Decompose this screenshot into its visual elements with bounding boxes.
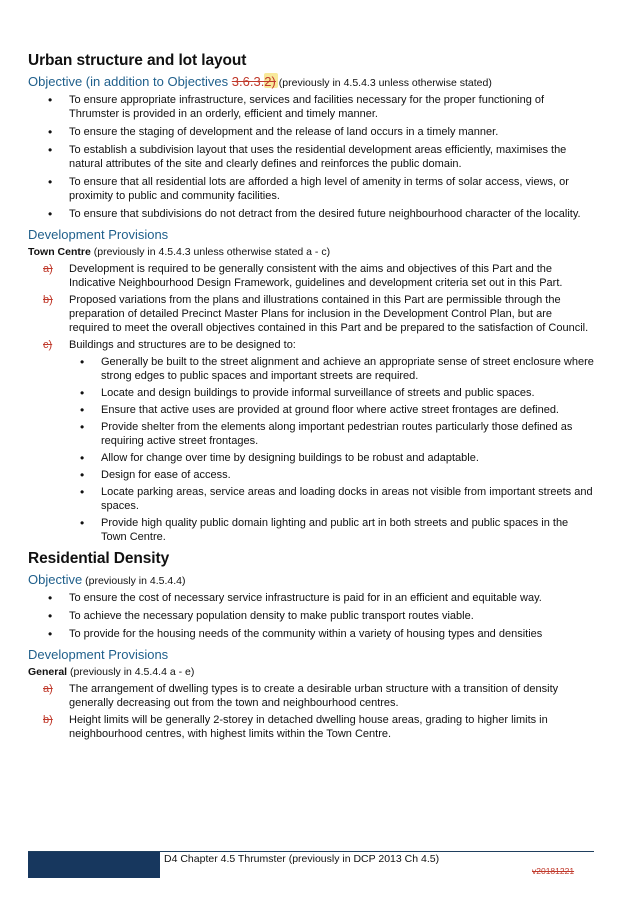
building-design-list [28, 355, 594, 544]
list-item: • Provide high quality public domain lighting and public art in both streets and public spaces in the Town Centre. [28, 516, 594, 544]
list-item: • Locate parking areas, service areas and loading docks in areas not visible from important streets and spaces. [28, 485, 594, 513]
provision-item [28, 682, 594, 710]
item-marker: a) [43, 683, 53, 695]
item-marker: b) [43, 294, 53, 306]
list-item: • To establish a subdivision layout that uses the residential development areas efficiently, maximises the natural attributes of the site and clearly defines and reinforces the public domain. [28, 143, 594, 171]
dev-provisions-heading-urban: Development Provisions [28, 227, 169, 242]
item-text: Proposed variations from the plans and illustrations contained in this Part are permissible through the preparation of detailed Precinct Master Plans for inclusion in the Development Control Plan, but are required to meet the overall objectives contained in this Part and be prepared to the satisfaction of Council. [69, 294, 589, 334]
footer-version: v20181221 [532, 866, 575, 876]
objective-prefix: Objective (in addition to Objectives [28, 74, 232, 89]
subheading-bold: General [28, 666, 68, 678]
objective-struck-ref: 3.6.3.2) [231, 74, 276, 89]
list-item: • To ensure that all residential lots are afforded a high level of amenity in terms of solar access, views, or proximity to public and community facilities. [28, 175, 594, 203]
list-item: • To achieve the necessary population density to make public transport routes viable. [28, 609, 594, 623]
item-text: Height limits will be generally 2-storey in detached dwelling house areas, grading to higher limits in neighbourhood centres, with highest limits within the Town Centre. [69, 714, 548, 740]
list-item: • Generally be built to the street alignment and achieve an appropriate sense of street enclosure where strong edges to public spaces and important streets are required. [28, 355, 594, 383]
subheading-rest: (previously in 4.5.4.4 a - e) [67, 666, 195, 678]
list-item: • Allow for change over time by designing buildings to be robust and adaptable. [28, 451, 594, 465]
density-objective-list [28, 591, 594, 641]
item-text: Development is required to be generally consistent with the aims and objectives of this Part and the Indicative Neighbourhood Design Framework, guidelines and development criteria set out in this Part. [69, 263, 563, 289]
list-item: • To ensure that subdivisions do not detract from the desired future neighbourhood character of the locality. [28, 207, 594, 221]
objective-heading-density [28, 572, 594, 587]
provision-item [28, 713, 594, 741]
item-marker: a) [43, 263, 53, 275]
item-marker: b) [43, 714, 53, 726]
section-title-urban-structure: Urban structure and lot layout [28, 52, 247, 69]
town-centre-subheading [28, 246, 594, 258]
footer-doc-title: D4 Chapter 4.5 Thrumster (previously in DCP 2013 Ch 4.5) [164, 853, 440, 865]
item-text: The arrangement of dwelling types is to create a desirable urban structure with a transition of density generally decreasing out from the town and neighbourhood centres. [69, 683, 559, 709]
list-item: • To ensure the cost of necessary service infrastructure is paid for in an efficient and equitable way. [28, 591, 594, 605]
list-item: • Design for ease of access. [28, 468, 594, 482]
page-content [28, 52, 594, 744]
list-item: • Locate and design buildings to provide informal surveillance of streets and public spaces. [28, 386, 594, 400]
item-marker: c) [43, 339, 53, 351]
general-subheading [28, 666, 594, 678]
list-item: • Ensure that active uses are provided at ground floor where active street frontages are defined. [28, 403, 594, 417]
footer-color-block [28, 852, 160, 878]
list-item: • To ensure the staging of development and the release of land occurs in a timely manner. [28, 125, 594, 139]
list-item: • To provide for the housing needs of the community within a variety of housing types and densities [28, 627, 594, 641]
provision-item [28, 338, 594, 352]
provision-item [28, 293, 594, 335]
objective-heading-urban [28, 74, 594, 89]
list-item: • Provide shelter from the elements along important pedestrian routes particularly those defined as requiring active street frontages. [28, 420, 594, 448]
subheading-bold: Town Centre [28, 246, 91, 258]
urban-objective-list [28, 93, 594, 221]
objective-label: Objective [28, 572, 83, 587]
subheading-rest: (previously in 4.5.4.3 unless otherwise stated a - c) [90, 246, 331, 258]
section-title-residential-density: Residential Density [28, 550, 170, 567]
provision-item [28, 262, 594, 290]
list-item: • To ensure appropriate infrastructure, services and facilities necessary for the proper functioning of Thrumster is provided in an orderly, efficient and timely manner. [28, 93, 594, 121]
objective-suffix: (previously in 4.5.4.4) [82, 575, 186, 587]
dev-provisions-heading-density: Development Provisions [28, 647, 169, 662]
objective-suffix: (previously in 4.5.4.3 unless otherwise stated) [275, 77, 492, 89]
item-text: Buildings and structures are to be designed to: [69, 339, 296, 351]
